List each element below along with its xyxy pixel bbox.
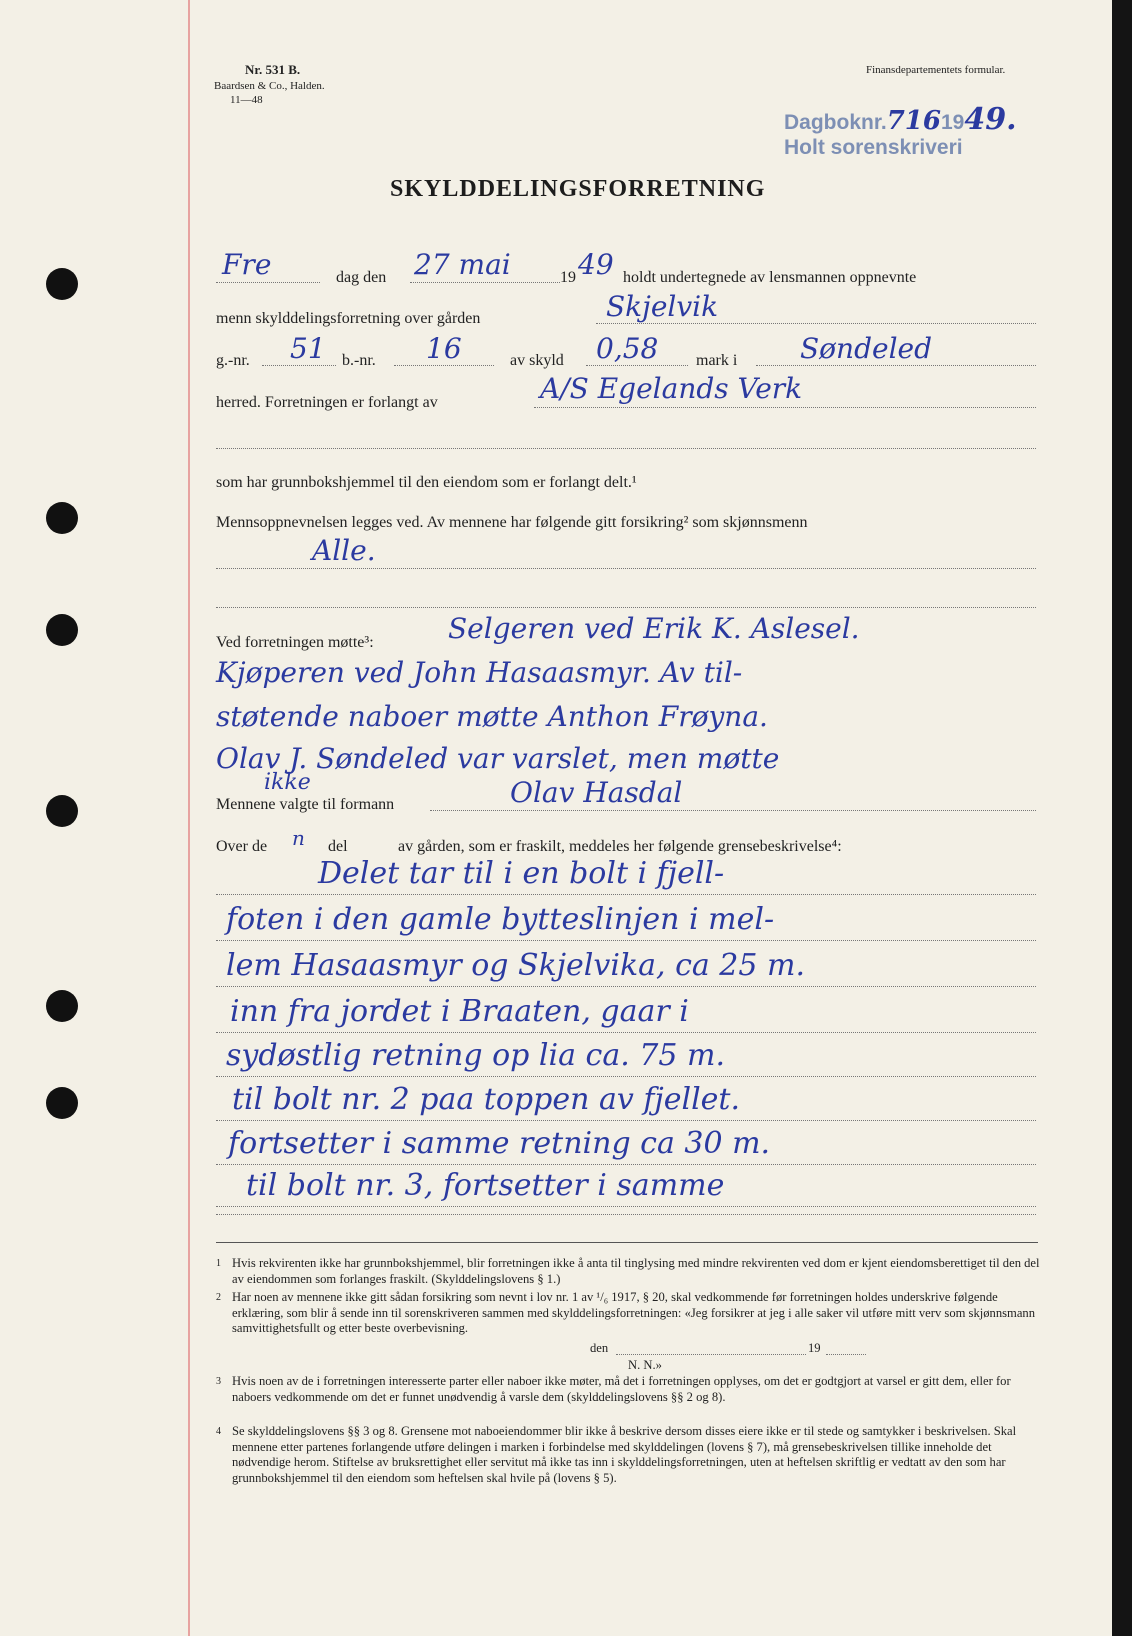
fill-line [430, 810, 1036, 811]
journal-stamp [784, 102, 1017, 137]
fill-line [216, 282, 320, 283]
page-title: SKYLDDELINGSFORRETNING [390, 176, 766, 202]
description-line: fortsetter i samme retning ca 30 m. [228, 1126, 771, 1161]
requested-by-value: A/S Egelands Verk [540, 372, 803, 405]
fill-line [216, 568, 1036, 569]
skyld-label: av skyld [510, 352, 564, 369]
margin-line [188, 0, 190, 1636]
stamp-label: Dagboknr. [784, 111, 887, 134]
footnote-number: 1 [216, 1258, 221, 1269]
punch-hole [46, 502, 78, 534]
fill-line [826, 1354, 866, 1355]
footnote-year-prefix: 19 [808, 1341, 821, 1355]
fill-line [216, 1076, 1036, 1077]
stamp-year: 49. [964, 102, 1017, 137]
skyld-value: 0,58 [596, 332, 659, 365]
date-label: dag den [336, 269, 387, 286]
year-value: 49 [578, 248, 614, 281]
punch-hole [46, 268, 78, 300]
fill-line [616, 1354, 806, 1355]
punch-hole [46, 990, 78, 1022]
form-issuer: Finansdepartementets formular. [866, 64, 1006, 76]
gnr-label: g.-nr. [216, 352, 250, 369]
print-date: 11—48 [230, 94, 263, 106]
fill-line [410, 282, 560, 283]
fill-line [756, 365, 1036, 366]
attendance-line: Olav J. Søndeled var varslet, men møtte [216, 742, 780, 775]
attendance-line: Selgeren ved Erik K. Aslesel. [448, 612, 860, 645]
formann-label: Mennene valgte til formann [216, 796, 395, 813]
footnote-rule [216, 1242, 1038, 1243]
fill-line [596, 323, 1036, 324]
grunnbok-label: som har grunnbokshjemmel til den eiendom som er forlangt delt.¹ [216, 474, 637, 491]
footnote-den-label: den [590, 1341, 609, 1355]
attendance-line: støtende naboer møtte Anthon Frøyna. [216, 700, 768, 733]
insured-value: Alle. [312, 534, 376, 567]
menn-label: menn skylddelingsforretning over gården [216, 310, 481, 327]
fill-line [586, 365, 688, 366]
over-suffix: n [292, 826, 305, 850]
fill-line [216, 1214, 1036, 1215]
punch-hole [46, 795, 78, 827]
attendance-line: Kjøperen ved John Hasaasmyr. Av til- [216, 656, 743, 689]
scan-edge [1112, 0, 1132, 1636]
herred-label: herred. Forretningen er forlangt av [216, 394, 438, 411]
municipality-value: Søndeled [800, 332, 933, 365]
footnote-text: Har noen av mennene ikke gitt sådan forsikring som nevnt i lov nr. 1 av ¹/₆ 1917, § 20, skal vedkommende før forretningen holdes underskrive følgende erklæring, som blir å sende inn til sorenskriveren sammen med skylddelingsforretningen: «Jeg forsikrer at jeg i alle saker vil utføre mitt verv som skjønnsmann samvittighetsfullt og etter beste overbevisning. [232, 1290, 1036, 1335]
footnote-text: Se skylddelingslovens §§ 3 og 8. Grensene mot naboeiendommer blir ikke å beskrive dersom disses eiere ikke er til stede og samtykker i beskrivelsen. Skal mennene etter partenes forlangende utføre delingen i marken i forbindelse med skylddelingen (lovens § 7), må grensebeskrivelsen tillike inneholde det nødvendige herom. Stiftelse av bruksrettighet eller servitut må ikke tas inn i skylddelingsforretningen, uten at heftelsen skriftlig er vedtatt av den som har grunnbokshjemmel til den eiendom som heftelsen skal hvile på (lovens § 5). [232, 1424, 1017, 1485]
description-line: til bolt nr. 2 paa toppen av fjellet. [232, 1082, 741, 1117]
fill-line [394, 365, 494, 366]
footnote-number: 2 [216, 1292, 221, 1303]
grensebeskrivelse-label: av gården, som er fraskilt, meddeles her følgende grensebeskrivelse⁴: [398, 838, 842, 855]
bnr-value: 16 [426, 332, 462, 365]
del-label: del [328, 838, 348, 855]
description-line: sydøstlig retning op lia ca. 75 m. [226, 1038, 725, 1073]
year-prefix: 19 [560, 269, 576, 286]
footnote-text: Hvis noen av de i forretningen interesserte parter eller naboer ikke møter, må det i forretningen opplyses, om det er godtgjort at varsel er gitt dem, eller for naboers vedkommende om det er funnet unødvendig å varsle dem (skylddelingslovens §§ 2 og 8). [232, 1374, 1011, 1404]
fill-line [216, 986, 1036, 987]
fill-line [216, 1032, 1036, 1033]
fill-line [216, 1206, 1036, 1207]
footnote-number: 4 [216, 1426, 221, 1437]
motte-label: Ved forretningen møtte³: [216, 634, 374, 651]
description-line: lem Hasaasmyr og Skjelvika, ca 25 m. [226, 948, 805, 983]
fill-line [216, 940, 1036, 941]
stamp-office: Holt sorenskriveri [784, 136, 963, 159]
punch-hole [46, 1087, 78, 1119]
attendance-line: ikke [264, 770, 311, 795]
footnote-number: 3 [216, 1376, 221, 1387]
over-label: Over de [216, 838, 268, 855]
printer-name: Baardsen & Co., Halden. [214, 80, 325, 92]
punch-hole [46, 614, 78, 646]
mark-label: mark i [696, 352, 738, 369]
footnote-text: Hvis rekvirenten ikke har grunnbokshjemmel, blir forretningen ikke å anta til tinglysing med mindre rekvirenten ved dom er kjent eiendomsberettiget til den del av eiendommen som forlanges fraskilt. (Skylddelingslovens § 1.) [232, 1256, 1040, 1286]
fill-line [216, 1120, 1036, 1121]
fill-line [216, 607, 1036, 608]
weekday-value: Fre [222, 248, 272, 281]
formann-value: Olav Hasdal [510, 776, 683, 809]
description-line: til bolt nr. 3, fortsetter i samme [246, 1168, 725, 1203]
bnr-label: b.-nr. [342, 352, 376, 369]
date-value: 27 mai [414, 248, 511, 281]
form-number: Nr. 531 B. [245, 62, 301, 77]
fill-line [216, 894, 1036, 895]
stamp-year-prefix: 19 [940, 111, 965, 134]
stamp-journal-number: 716 [886, 106, 941, 136]
fill-line [216, 1164, 1036, 1165]
description-line: inn fra jordet i Braaten, gaar i [230, 994, 689, 1029]
fill-line [262, 365, 336, 366]
holdt-label: holdt undertegnede av lensmannen oppnevnte [623, 269, 917, 286]
description-line: foten i den gamle bytteslinjen i mel- [226, 902, 775, 937]
fill-line [216, 448, 1036, 449]
fill-line [534, 407, 1036, 408]
footnote-signature: N. N.» [628, 1358, 662, 1372]
description-line: Delet tar til i en bolt i fjell- [318, 856, 725, 891]
mennsoppnevnelse-label: Mennsoppnevnelsen legges ved. Av mennene har følgende gitt forsikring² som skjønnsmenn [216, 514, 808, 531]
farm-value: Skjelvik [606, 290, 719, 323]
gnr-value: 51 [290, 332, 326, 365]
